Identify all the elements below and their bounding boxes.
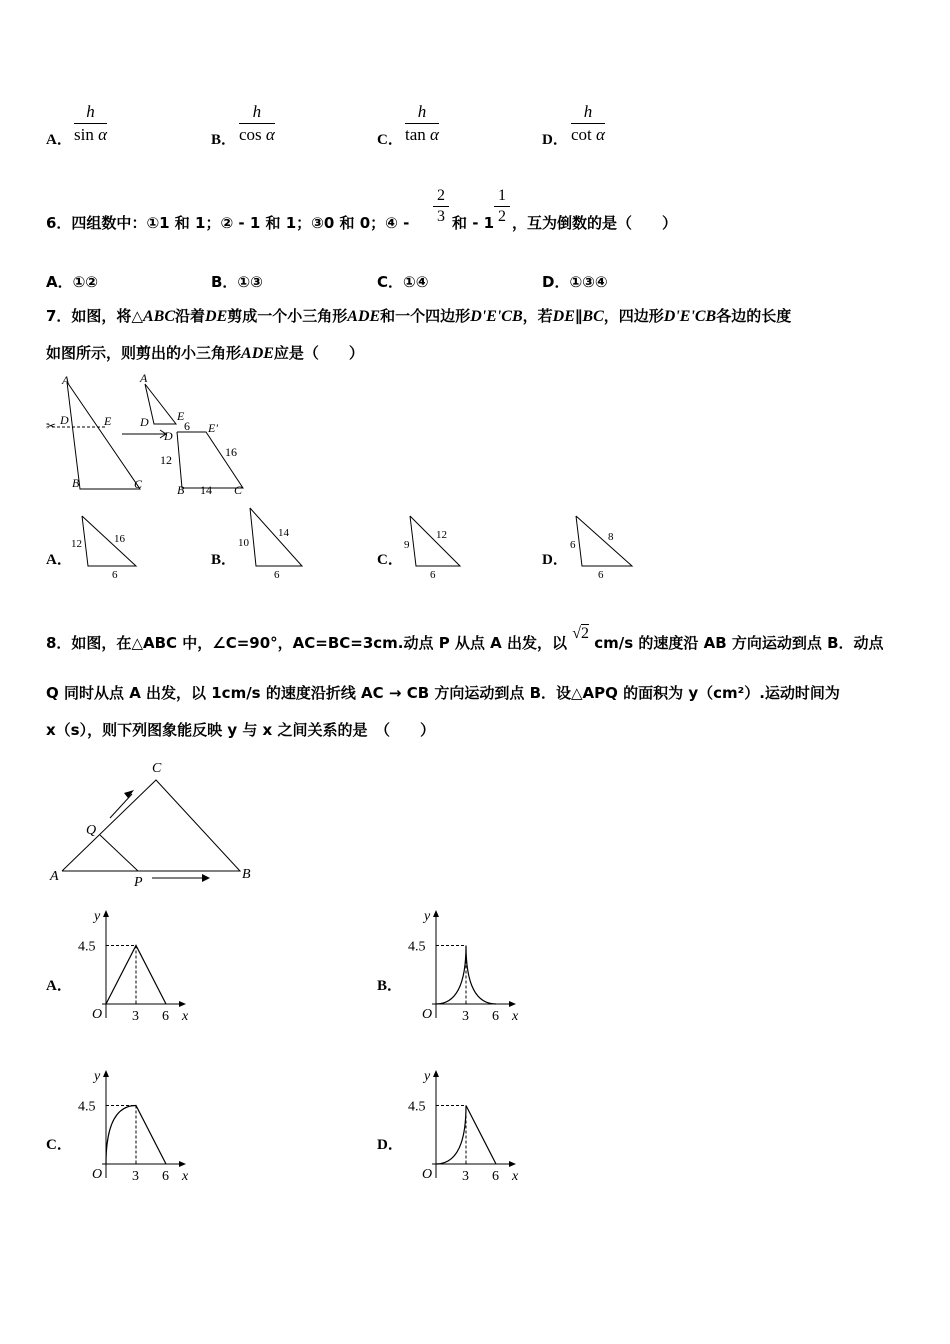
q7-label-d-small: D xyxy=(140,415,149,429)
svg-text:6: 6 xyxy=(570,539,576,551)
svg-text:8: 8 xyxy=(608,531,614,543)
x-axis-arrow xyxy=(179,1001,186,1007)
q5-option-b-label: B． xyxy=(211,132,237,148)
origin-label: O xyxy=(422,1007,433,1022)
q6-option-a: A．①② xyxy=(46,273,99,291)
q7-triangle-abc xyxy=(67,382,140,489)
q7-label-e-quad: E' xyxy=(208,421,218,435)
q6-fraction-2: 1 2 xyxy=(494,186,510,227)
q5-option-a-label: A． xyxy=(46,132,72,148)
q7-line-2: 如图所示，则剪出的小三角形ADE应是（ ） xyxy=(46,344,364,362)
svg-text:6: 6 xyxy=(112,569,118,580)
q7-label-e-small: E xyxy=(177,409,185,423)
origin-label: O xyxy=(422,1167,433,1182)
svg-text:6: 6 xyxy=(598,569,604,580)
svg-text:14: 14 xyxy=(278,527,289,539)
svg-text:6: 6 xyxy=(430,569,436,580)
svg-text:9: 9 xyxy=(404,539,410,551)
q6-text-2: 和 - 1 xyxy=(452,214,495,232)
x-tick-1: 3 xyxy=(132,1009,139,1024)
q8-line-3: x（s），则下列图象能反映 y 与 x 之间关系的是 （ ） xyxy=(46,721,435,739)
q8-option-a-label: A． xyxy=(46,978,72,994)
x-label: x xyxy=(182,1009,189,1024)
q7-option-a-label: A． xyxy=(46,552,72,568)
scissors-icon: ✂ xyxy=(46,419,57,433)
q8-label-a: A xyxy=(50,869,59,884)
q8-label-c: C xyxy=(152,761,162,776)
x-axis-arrow xyxy=(179,1161,186,1167)
q7-label-b-quad: B xyxy=(177,483,185,497)
q7-label-d: D xyxy=(60,413,69,427)
q5-option-c-label: C． xyxy=(377,132,403,148)
x-tick-2: 6 xyxy=(162,1169,169,1184)
x-label: x xyxy=(182,1169,189,1184)
q8-graph-c xyxy=(76,1066,196,1186)
q6-fraction-1: 2 3 xyxy=(433,186,449,227)
q7-option-b-label: B． xyxy=(211,552,237,568)
svg-text:12: 12 xyxy=(71,538,82,550)
y-axis-arrow xyxy=(103,910,109,917)
ymax-tick: 4.5 xyxy=(78,1099,96,1115)
y-axis-arrow xyxy=(433,910,439,917)
q7-label-c-quad: C xyxy=(234,483,243,497)
origin-label: O xyxy=(92,1167,103,1182)
svg-text:16: 16 xyxy=(114,533,125,545)
x-label: x xyxy=(512,1009,519,1024)
q8-label-q: Q xyxy=(86,823,97,838)
q6-option-b: B．①③ xyxy=(211,273,263,291)
q8-option-d-label: D． xyxy=(377,1137,403,1153)
y-label: y xyxy=(424,909,431,924)
q6-option-c: C．①④ xyxy=(377,273,429,291)
q5-option-c-fraction: $\frac{h}{\text{tan α}}$ xyxy=(405,102,439,144)
y-axis-arrow xyxy=(103,1070,109,1077)
q7-length-left: 12 xyxy=(160,453,172,467)
q8-option-b-label: B． xyxy=(377,978,403,994)
q8-label-b: B xyxy=(242,867,251,882)
q7-length-right: 16 xyxy=(225,445,237,459)
q8-segment-qp xyxy=(100,835,138,871)
x-tick-2: 6 xyxy=(492,1009,499,1024)
ymax-tick: 4.5 xyxy=(408,1099,426,1115)
svg-text:6: 6 xyxy=(274,569,280,580)
q7-option-c-label: C． xyxy=(377,552,403,568)
q8-graph-d xyxy=(406,1066,526,1186)
q7-label-d-quad: D xyxy=(164,429,173,443)
q7-length-bottom: 14 xyxy=(200,483,212,497)
y-label: y xyxy=(94,909,101,924)
q7-small-triangle xyxy=(145,384,176,424)
ymax-tick: 4.5 xyxy=(78,939,96,955)
svg-text:10: 10 xyxy=(238,537,249,549)
graph-curve xyxy=(106,946,166,1005)
q7-option-d-label: D． xyxy=(542,552,568,568)
q7-quadrilateral xyxy=(177,432,243,488)
q7-option-d-triangle xyxy=(566,512,636,580)
x-tick-2: 6 xyxy=(162,1009,169,1024)
q5-option-d-fraction: $\frac{h}{\text{cot α}}$ xyxy=(571,102,605,144)
q8-figure xyxy=(44,756,264,888)
q8-graph-b xyxy=(406,906,526,1026)
y-label: y xyxy=(94,1069,101,1084)
q5-option-a-fraction: $\frac{h}{\text{sin α}}$ xyxy=(74,102,108,144)
x-axis-arrow xyxy=(509,1161,516,1167)
q6-option-d: D．①③④ xyxy=(542,273,608,291)
q6-text-3: ，互为倒数的是（ ） xyxy=(512,214,678,232)
q7-length-top: 6 xyxy=(184,419,190,433)
q8-option-c-label: C． xyxy=(46,1137,72,1153)
q7-label-a-small: A xyxy=(140,372,148,385)
q8-label-p: P xyxy=(134,875,143,888)
q7-line-1: 7．如图，将△ABC沿着DE剪成一个小三角形ADE和一个四边形D'E'CB，若DE∥BC，四边形D'E'CB各边的长度 xyxy=(46,307,792,325)
graph-curve xyxy=(436,1106,496,1165)
x-tick-1: 3 xyxy=(462,1009,469,1024)
q7-option-b-triangle xyxy=(234,504,306,580)
x-tick-1: 3 xyxy=(132,1169,139,1184)
svg-text:12: 12 xyxy=(436,529,447,541)
graph-curve xyxy=(436,946,496,1005)
graph-curve xyxy=(106,1106,166,1165)
q5-option-b-fraction: $\frac{h}{\text{cos α}}$ xyxy=(239,102,275,144)
q6-text-1: 6．四组数中：①1 和 1；② - 1 和 1；③0 和 0；④ - xyxy=(46,214,410,232)
q7-label-c: C xyxy=(134,477,143,491)
q7-label-a: A xyxy=(62,373,70,387)
q8-graph-a xyxy=(76,906,196,1026)
q7-figure xyxy=(42,372,252,498)
q7-option-a-triangle xyxy=(70,512,142,580)
q7-label-e: E xyxy=(104,414,112,428)
x-tick-2: 6 xyxy=(492,1169,499,1184)
q7-label-b: B xyxy=(72,476,80,490)
origin-label: O xyxy=(92,1007,103,1022)
x-axis-arrow xyxy=(509,1001,516,1007)
y-axis-arrow xyxy=(433,1070,439,1077)
q8-line-2: Q 同时从点 A 出发，以 1cm/s 的速度沿折线 AC → CB 方向运动到点 B．设△APQ 的面积为 y（cm²）.运动时间为 xyxy=(46,684,840,702)
x-label: x xyxy=(512,1169,519,1184)
q5-option-d-label: D． xyxy=(542,132,568,148)
ymax-tick: 4.5 xyxy=(408,939,426,955)
x-tick-1: 3 xyxy=(462,1169,469,1184)
y-label: y xyxy=(424,1069,431,1084)
q8-arrow-p-head xyxy=(202,874,210,882)
q7-option-c-triangle xyxy=(400,512,466,580)
q8-line-1: 8．如图，在△ABC 中，∠C=90°，AC=BC=3cm.动点 P 从点 A 出发，以 √2 cm/s 的速度沿 AB 方向运动到点 B．动点 xyxy=(46,625,884,652)
